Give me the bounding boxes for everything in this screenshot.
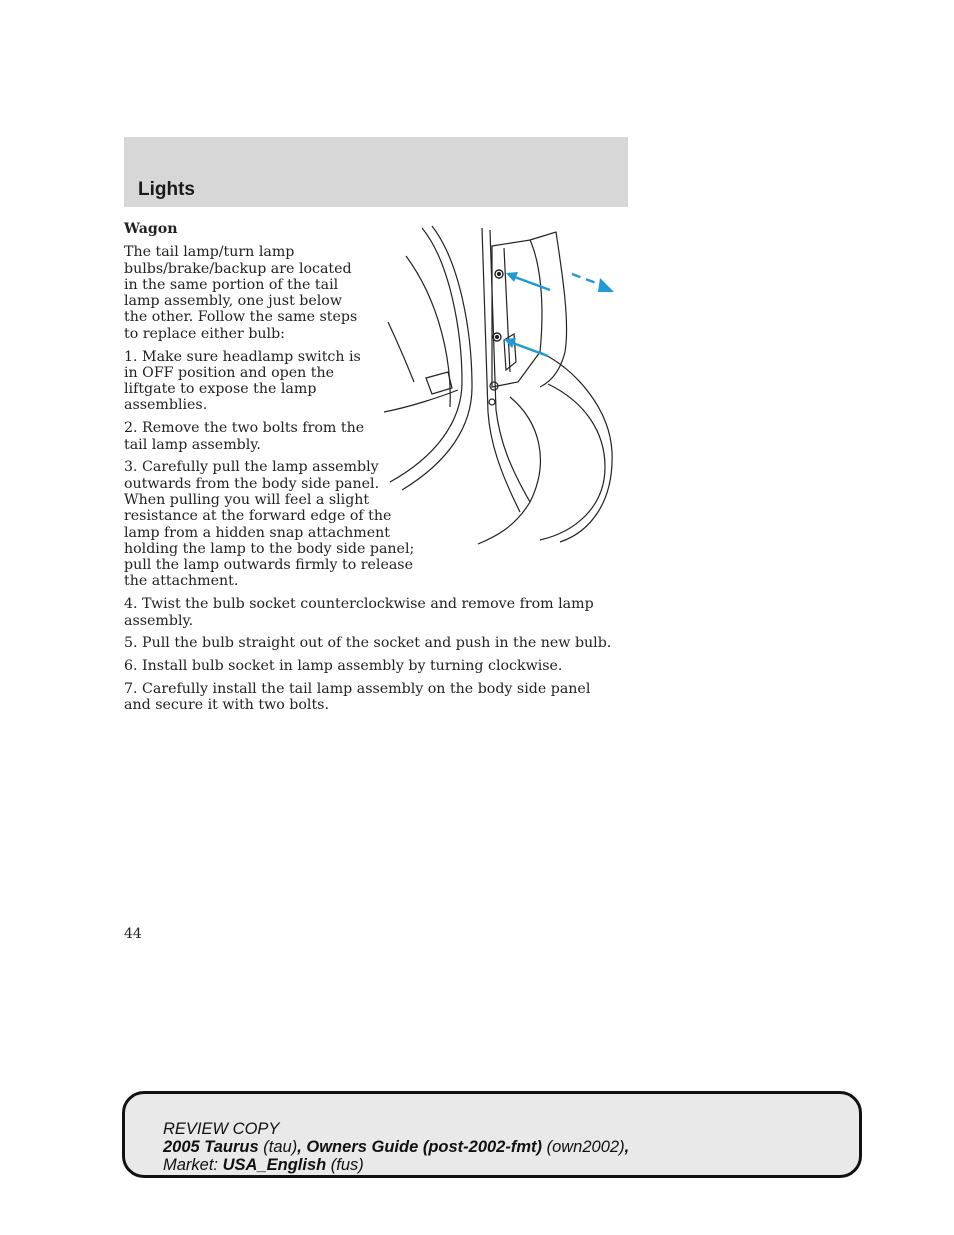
separator-2: , [624,1138,630,1156]
market-name: USA_English [222,1156,327,1174]
step-3: 3. Carefully pull the lamp assembly outwards from the body side panel. When pulling you will feel a slight resistance at the forward edge of the lamp from a hidden snap attachment holding the lamp to the body side panel; pull the lamp outwards firmly to release the attachment. [124,459,415,590]
model-code: (tau) [258,1138,298,1156]
subheading: Wagon [124,221,178,237]
step-1: 1. Make sure headlamp switch is in OFF position and open the liftgate to expose the lamp assemblies. [124,348,361,414]
step-2: 2. Remove the two bolts from the tail lamp assembly. [124,420,365,453]
market-label: Market: [163,1156,223,1174]
section-title: Lights [138,179,195,200]
step-6: 6. Install bulb socket in lamp assembly by turning clockwise. [124,658,563,675]
tail-lamp-diagram [380,222,620,550]
review-copy-text [163,1120,629,1174]
review-copy-box [122,1091,862,1178]
step-5: 5. Pull the bulb straight out of the socket and push in the new bulb. [124,635,612,652]
guide-name: Owners Guide (post-2002-fmt) [306,1138,543,1156]
review-label: REVIEW COPY [163,1120,280,1138]
intro-paragraph: The tail lamp/turn lamp bulbs/brake/backup are located in the same portion of the tail lamp assembly, one just below the other. Follow the same steps to replace either bulb: [124,244,358,342]
separator-1: , [297,1138,307,1156]
market-code: (fus) [326,1156,364,1174]
section-header-band [124,137,628,207]
page-number: 44 [124,926,142,942]
step-4: 4. Twist the bulb socket counterclockwise and remove from lamp assembly. [124,596,594,629]
guide-code: (own2002) [542,1138,625,1156]
removal-arrows [504,272,614,356]
step-7: 7. Carefully install the tail lamp assembly on the body side panel and secure it with two bolts. [124,680,591,714]
model-name: 2005 Taurus [163,1138,259,1156]
